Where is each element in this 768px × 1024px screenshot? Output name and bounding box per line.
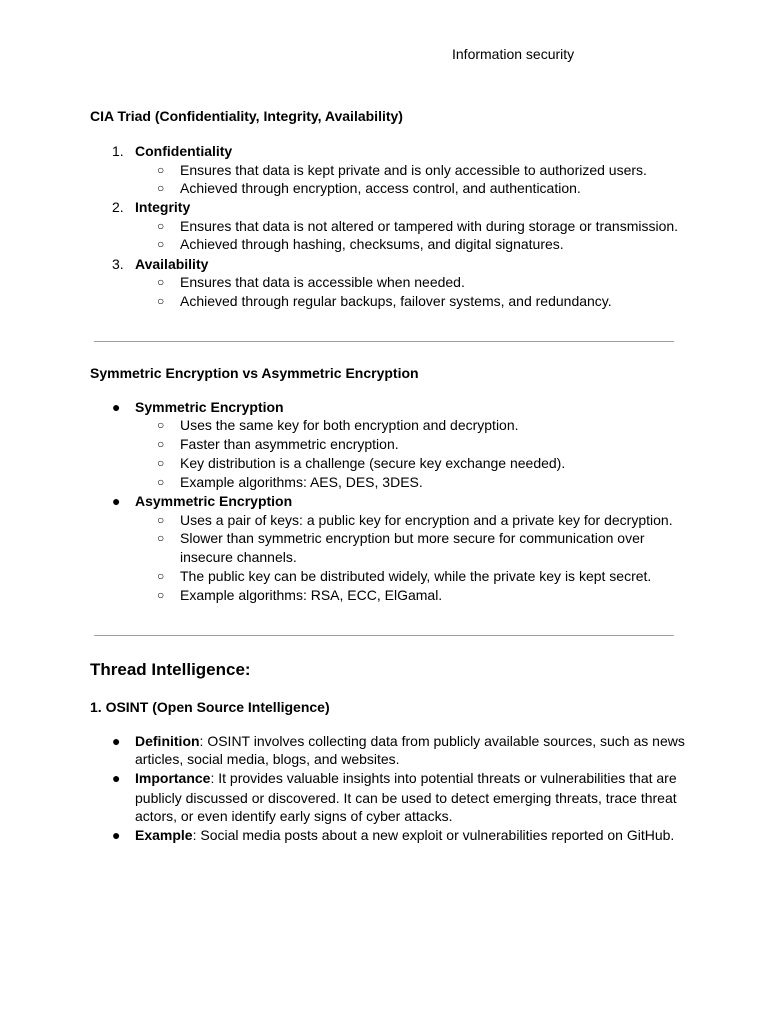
list-item [135,733,685,749]
item-text: : OSINT involves collecting data from publicly available sources, such as news [199,733,685,749]
bullet-icon: ● [112,733,121,749]
section-heading-threat-intel: Thread Intelligence: [90,660,251,679]
list-item-title: Availability [135,256,209,272]
circle-bullet-icon: ○ [157,219,165,233]
sub-heading-osint: 1. OSINT (Open Source Intelligence) [90,699,330,715]
circle-bullet-icon: ○ [157,456,165,470]
document-header: Information security [452,46,575,62]
circle-bullet-icon: ○ [157,569,165,583]
sub-list-item: Faster than asymmetric encryption. [180,436,399,452]
item-text: : It provides valuable insights into potential threats or vulnerabilities that are [210,770,677,786]
sub-list-item: Example algorithms: AES, DES, 3DES. [180,474,423,490]
sub-list-item: Achieved through regular backups, failover systems, and redundancy. [180,293,612,309]
list-item [135,827,674,843]
item-label: Definition [135,733,200,749]
bullet-icon: ● [112,493,121,509]
horizontal-divider [94,635,674,636]
horizontal-divider [94,341,674,342]
circle-bullet-icon: ○ [157,294,165,308]
list-item-title: Symmetric Encryption [135,399,284,415]
section-heading-cia: CIA Triad (Confidentiality, Integrity, Availability) [90,108,403,124]
bullet-icon: ● [112,399,121,415]
section-heading-encryption: Symmetric Encryption vs Asymmetric Encryption [90,365,419,381]
sub-list-item: Uses a pair of keys: a public key for encryption and a private key for decryption. [180,512,673,528]
circle-bullet-icon: ○ [157,513,165,527]
list-number: 1. [112,143,124,159]
item-label: Importance [135,770,211,786]
sub-list-item-continuation: insecure channels. [180,549,297,565]
sub-list-item: Achieved through encryption, access control, and authentication. [180,180,581,196]
item-label: Example [135,827,193,843]
sub-list-item: Uses the same key for both encryption and decryption. [180,417,519,433]
list-item-title: Confidentiality [135,143,233,159]
circle-bullet-icon: ○ [157,181,165,195]
sub-list-item: Ensures that data is not altered or tampered with during storage or transmission. [180,218,679,234]
sub-list-item: The public key can be distributed widely, while the private key is kept secret. [180,568,652,584]
sub-list-item: Ensures that data is accessible when needed. [180,274,465,290]
list-number: 2. [112,199,124,215]
sub-list-item: Achieved through hashing, checksums, and digital signatures. [180,236,564,252]
bullet-icon: ● [112,770,121,786]
circle-bullet-icon: ○ [157,437,165,451]
list-item [135,770,677,786]
sub-list-item: Key distribution is a challenge (secure key exchange needed). [180,455,566,471]
list-item-continuation: actors, or even identify early signs of cyber attacks. [135,808,453,824]
sub-list-item: Example algorithms: RSA, ECC, ElGamal. [180,587,443,603]
item-text: : Social media posts about a new exploit or vulnerabilities reported on GitHub. [192,827,675,843]
list-item-title: Integrity [135,199,191,215]
circle-bullet-icon: ○ [157,237,165,251]
sub-list-item: Slower than symmetric encryption but more secure for communication over [180,530,645,546]
circle-bullet-icon: ○ [157,163,165,177]
list-item-title: Asymmetric Encryption [135,493,293,509]
circle-bullet-icon: ○ [157,475,165,489]
circle-bullet-icon: ○ [157,588,165,602]
list-item-continuation: articles, social media, blogs, and websites. [135,751,400,767]
circle-bullet-icon: ○ [157,531,165,545]
circle-bullet-icon: ○ [157,418,165,432]
circle-bullet-icon: ○ [157,275,165,289]
bullet-icon: ● [112,827,121,843]
list-number: 3. [112,256,124,272]
sub-list-item: Ensures that data is kept private and is only accessible to authorized users. [180,162,647,178]
list-item-continuation: publicly discussed or discovered. It can be used to detect emerging threats, trace threat [135,790,677,806]
